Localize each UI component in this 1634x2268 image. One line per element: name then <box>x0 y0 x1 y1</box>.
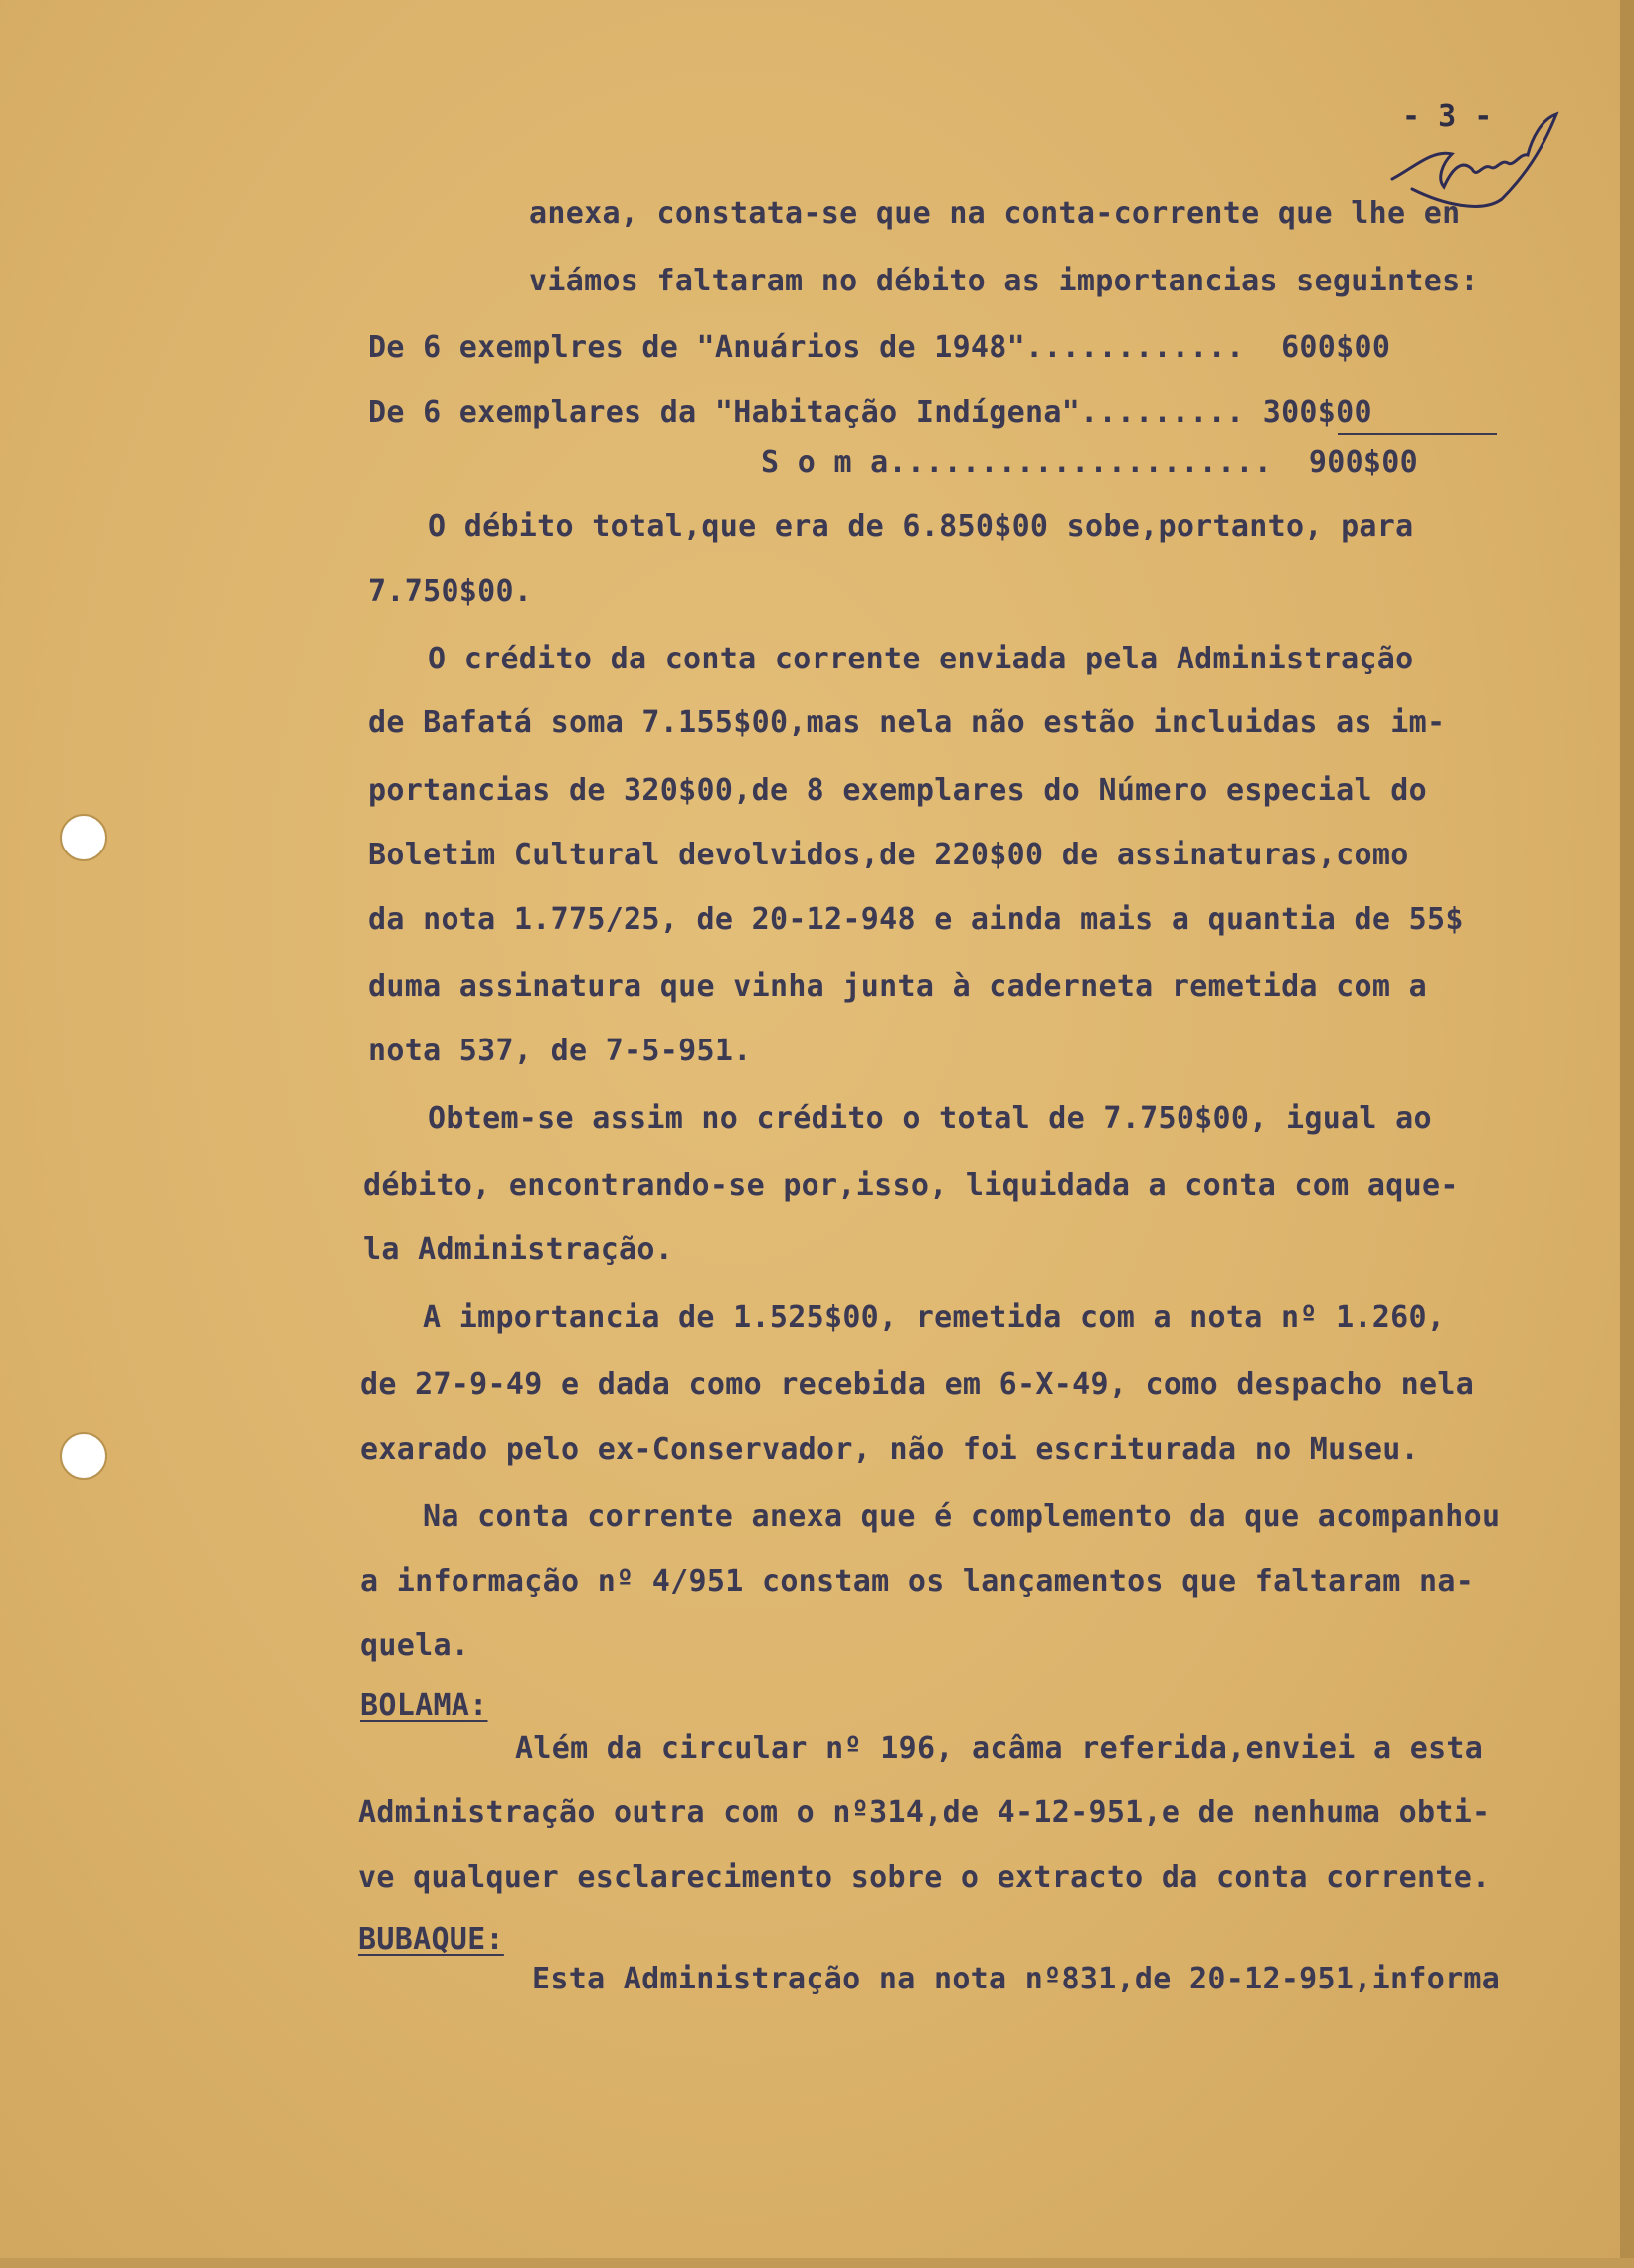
punch-hole-upper <box>60 814 107 861</box>
text-line-6: O débito total,que era de 6.850$00 sobe,portanto, para <box>428 509 1414 544</box>
text-line-1: anexa, constata-se que na conta-corrente que lhe en <box>529 196 1461 231</box>
text-line-15: Obtem-se assim no crédito o total de 7.750$00, igual ao <box>428 1101 1432 1136</box>
text-line-16: débito, encontrando-se por,isso, liquidada a conta com aque- <box>363 1168 1459 1203</box>
text-line-12: da nota 1.775/25, de 20-12-948 e ainda mais a quantia de 55$ <box>368 902 1464 937</box>
text-line-18: A importancia de 1.525$00, remetida com a nota nº 1.260, <box>423 1300 1446 1335</box>
text-line-7: 7.750$00. <box>368 574 533 609</box>
text-line-22: a informação nº 4/951 constam os lançamentos que faltaram na- <box>360 1564 1475 1599</box>
section-heading-bubaque: BUBAQUE: <box>358 1922 504 1957</box>
section-heading-bolama: BOLAMA: <box>360 1688 488 1723</box>
text-line-27: ve qualquer esclarecimento sobre o extracto da conta corrente. <box>358 1860 1491 1895</box>
text-line-19: de 27-9-49 e dada como recebida em 6-X-49, como despacho nela <box>360 1367 1475 1402</box>
text-line-23: quela. <box>360 1628 470 1663</box>
text-line-10: portancias de 320$00,de 8 exemplares do Número especial do <box>368 773 1427 808</box>
text-line-5: S o m a..................... 900$00 <box>761 445 1419 479</box>
text-line-14: nota 537, de 7-5-951. <box>368 1034 752 1068</box>
text-line-8: O crédito da conta corrente enviada pela Administração <box>428 642 1414 676</box>
text-line-29: Esta Administração na nota nº831,de 20-12-951,informa <box>532 1962 1501 1996</box>
text-line-9: de Bafatá soma 7.155$00,mas nela não estão incluidas as im- <box>368 705 1446 740</box>
text-line-13: duma assinatura que vinha junta à caderneta remetida com a <box>368 969 1427 1004</box>
text-line-4: De 6 exemplares da "Habitação Indígena"......... 300$00 <box>368 395 1372 430</box>
text-line-26: Administração outra com o nº314,de 4-12-951,e de nenhuma obti- <box>358 1796 1491 1830</box>
sum-rule <box>1338 433 1497 435</box>
text-line-3: De 6 exemplres de "Anuários de 1948"............ 600$00 <box>368 330 1391 365</box>
text-line-20: exarado pelo ex-Conservador, não foi escriturada no Museu. <box>360 1432 1419 1467</box>
handwritten-signature <box>1382 109 1591 209</box>
text-line-25: Além da circular nº 196, acâma referida,enviei a esta <box>515 1731 1484 1766</box>
paper-edge-right <box>1620 0 1634 2268</box>
page-number: - 3 - <box>1402 99 1493 134</box>
text-line-17: la Administração. <box>363 1232 674 1267</box>
punch-hole-lower <box>60 1432 107 1480</box>
text-line-2: viámos faltaram no débito as importancias seguintes: <box>529 264 1479 298</box>
paper-edge-bottom <box>0 2258 1634 2268</box>
text-line-11: Boletim Cultural devolvidos,de 220$00 de assinaturas,como <box>368 838 1409 872</box>
text-line-21: Na conta corrente anexa que é complemento da que acompanhou <box>423 1499 1501 1534</box>
